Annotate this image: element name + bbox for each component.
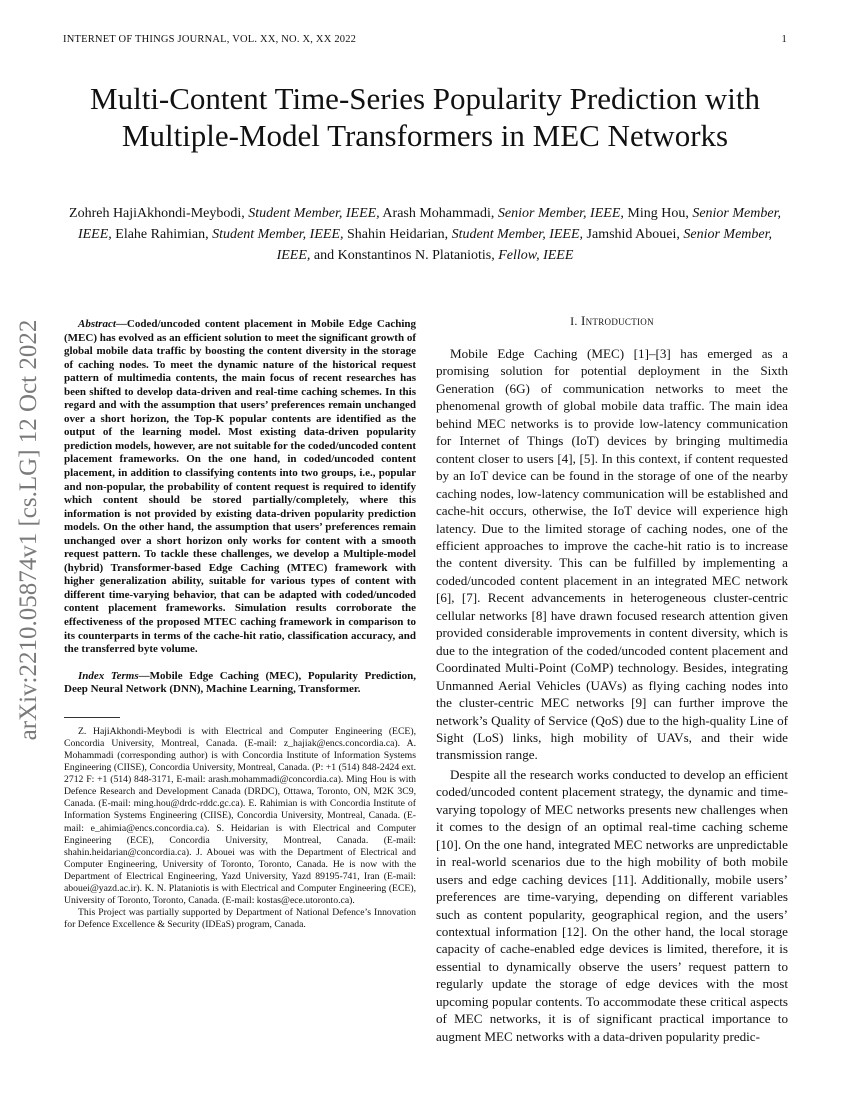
journal-name: INTERNET OF THINGS JOURNAL, VOL. XX, NO. X, XX 2022 (63, 34, 357, 45)
author-affiliation: Student Member, IEEE, (248, 206, 380, 221)
author-name: Elahe Rahimian, (115, 227, 209, 242)
arxiv-stamp: arXiv:2210.05874v1 [cs.LG] 12 Oct 2022 (15, 319, 42, 741)
right-column (436, 313, 788, 1045)
author-affiliation: Senior Member, IEEE, (276, 227, 773, 263)
arxiv-sidebar (4, 290, 54, 770)
author-affiliation: Senior Member, IEEE, (77, 206, 781, 242)
paper-title: Multi-Content Time-Series Popularity Prediction with Multiple-Model Transformers in MEC Networks (90, 81, 760, 153)
author-name: Arash Mohammadi, (382, 206, 495, 221)
funding-footnote: This Project was partially supported by Department of National Defence’s Innovation for Defence Excellence & Security (IDEaS) program, Canada. (64, 907, 416, 931)
footnote-divider (64, 717, 120, 718)
abstract (64, 318, 416, 657)
author-name: Ming Hou, (627, 206, 689, 221)
author-affiliation: Senior Member, IEEE, (497, 206, 624, 221)
author-name: and Konstantinos N. Plataniotis, (313, 248, 495, 263)
section-number: I. (570, 314, 578, 328)
index-terms-label: Index Terms (78, 669, 139, 682)
author-name: Shahin Heidarian, (347, 227, 449, 242)
section-heading (436, 313, 788, 329)
index-terms (64, 670, 416, 697)
page-number: 1 (781, 34, 787, 45)
author-affiliation: Student Member, IEEE, (451, 227, 584, 242)
abstract-text: —Coded/uncoded content placement in Mobile Edge Caching (MEC) has evolved as an efficient solution to meet the significant growth of global mobile data traffic by boosting the content diversity in the storage of caching nodes. To meet the dynamic nature of the historical request pattern of multimedia contents, the main focus of recent researches has been shifted to develop data-driven and real-time caching schemes. In this regard and with the assumption that users’ preferences remain unchanged over a short horizon, the Top-K popular contents are identified as the output of the learning model. Most existing data-driven popularity prediction models, however, are not suitable for the coded/uncoded content placement frameworks. On the one hand, in coded/uncoded content placement, in addition to classifying contents into two groups, i.e., popular and non-popular, the probability of content request is required to identify which content should be stored partially/completely, where this information is not provided by existing data-driven popularity prediction models. On the other hand, the assumption that users’ preferences remain unchanged over a short horizon only works for content with a smooth request pattern. To tackle these challenges, we develop a Multiple-model (hybrid) Transformer-based Edge Caching (MTEC) framework with higher generalization ability, suitable for various types of content with different time-varying behavior, that can be adapted with coded/uncoded content placement frameworks. Simulation results corroborate the effectiveness of the proposed MTEC caching framework in comparison to its counterparts in terms of the cache-hit ratio, classification accuracy, and the transferred byte volume. (64, 318, 416, 656)
author-affiliation: Fellow, IEEE (498, 248, 574, 263)
section-title: Introduction (580, 313, 654, 328)
author-affiliations-footnote: Z. HajiAkhondi-Meybodi is with Electrical and Computer Engineering (ECE), Concordia University, Montreal, Canada. (E-mail: z_hajiak@encs.concordia.ca). A. Mohammadi (corresponding author) is with Concordia Institute of Information Systems Engineering (CIISE), Concordia University, Montreal, Canada. (P: +1 (514) 848-2424 ext. 2712 F: +1 (514) 848-3171, E-mail: arash.mohammadi@concordia.ca). Ming Hou is with Defence Research and Development Canada (DRDC), Ottawa, Toronto, ON, M2K 3C9, Canada. (E-mail: ming.hou@drdc-rddc.gc.ca). E. Rahimian is with Concordia Institute of Information Systems Engineering (CIISE), Concordia University, Montreal, Canada. (E-mail: e_ahimia@encs.concordia.ca). S. Heidarian is with Electrical and Computer Engineering (ECE), Concordia University, Montreal, Canada. (E-mail: shahin.heidarian@concordia.ca). J. Abouei was with the Department of Electrical and Computer Engineering, University of Toronto, Toronto, Canada. He is now with the Department of Electrical Engineering, Yazd University, Yazd 89195-741, Iran (E-mail: abouei@yazd.ac.ir). K. N. Plataniotis is with Electrical and Computer Engineering (ECE), University of Toronto, Toronto, Canada. (E-mail: kostas@ece.utoronto.ca). (64, 725, 416, 907)
body-paragraph: Mobile Edge Caching (MEC) [1]–[3] has emerged as a promising solution for potential deployment in the Sixth Generation (6G) of communication networks to meet the phenomenal growth of global mobile data traffic. The main idea behind MEC networks is to provide low-latency communication for Internet of Things (IoT) devices by bringing multimedia content closer to users [4], [5]. In this context, if content requested by an IoT device can be found in the storage of one of the nearby caching nodes, low-latency communication will be established and cache-hit occurs, otherwise, the IoT device will experience high latency. Due to the limited storage of caching nodes, one of the efficient approaches to improve the cache-hit ratio is to increase the content diversity. This can be fulfilled by implementing a coded/uncoded content placement in an integrated MEC network [6], [7]. Recent advancements in heterogeneous cluster-centric cellular networks [8] have drawn focused research attention given provided considerable improvements in content diversity, which is due to the integration of the coded/uncoded content placement and Coordinated Multi-Point (CoMP) technology. Besides, integrating Unmanned Aerial Vehicles (UAVs) as flying caching nodes into the cluster-centric MEC networks [9] can further improve the network’s Quality of Service (QoS) due to the high-quality Line of Sight (LoS) links, high mobility of UAVs, and their wide transmission range. (436, 346, 788, 763)
author-name: Zohreh HajiAkhondi-Meybodi, (69, 206, 245, 221)
abstract-label: Abstract (78, 318, 116, 330)
author-name: Jamshid Abouei, (586, 227, 680, 242)
body-paragraph: Despite all the research works conducted to develop an efficient coded/uncoded content placement strategy, the dynamic and time-varying topology of MEC networks presents new challenges when it comes to the design of an optimal real-time caching scheme [10]. On the one hand, integrated MEC networks are unpredictable in real-world scenarios due to the high mobility of both mobile users and edge caching devices [11]. Additionally, mobile users’ preferences are time-varying, depending on different variables such as content popularity, geographical region, and the users’ contextual information [12]. On the other hand, the local storage capacity of cache-enabled edge devices is limited, therefore, it is essential to dynamically observe the users’ request pattern to regularly update the storage of edge devices with the most upcoming popular contents. To accommodate these critical aspects of MEC networks, it is of significant practical importance to augment MEC networks with a data-driven popularity predic- (436, 766, 788, 1044)
index-terms-text: —Mobile Edge Caching (MEC), Popularity Prediction, Deep Neural Network (DNN), Machine Learning, Transformer. (64, 669, 416, 696)
running-head (63, 34, 787, 45)
left-column (64, 318, 416, 931)
author-list (66, 203, 784, 266)
author-affiliation: Student Member, IEEE, (212, 227, 344, 242)
